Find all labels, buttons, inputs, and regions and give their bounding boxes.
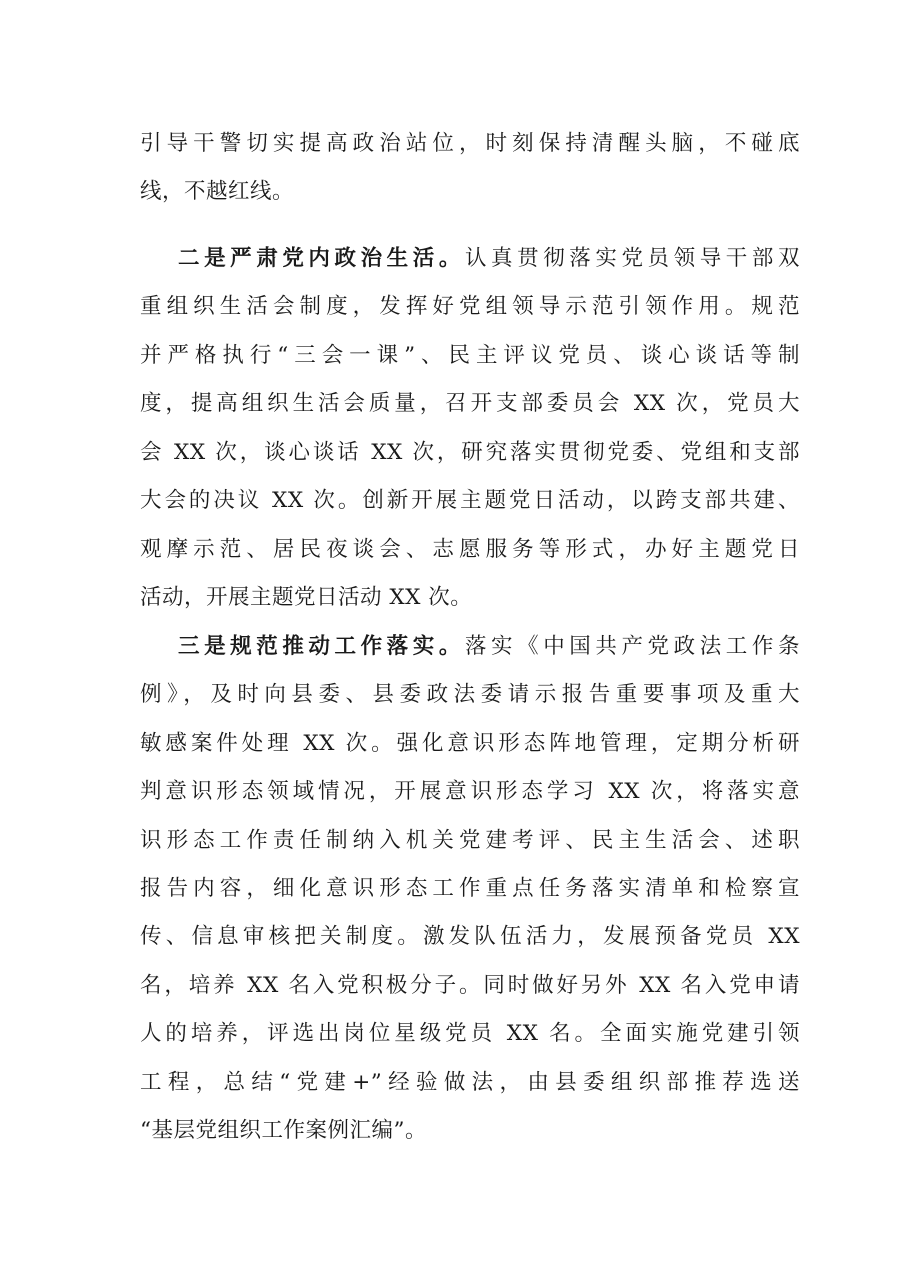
paragraph-3-line-8: 名，培养 XX 名入党积极分子。同时做好另外 XX 名入党申请 (140, 973, 800, 998)
paragraph-2-line-2: 重组织生活会制度，发挥好党组领导示范引领作用。规范 (140, 294, 800, 319)
paragraph-2-line-7: 观摩示范、居民夜谈会、志愿服务等形式，办好主题党日 (140, 537, 800, 562)
paragraph-3-line-11: “基层党组织工作案例汇编”。 (140, 1118, 427, 1143)
paragraph-2-line-4: 度，提高组织生活会质量，召开支部委员会 XX 次，党员大 (140, 391, 800, 416)
paragraph-3-line-9: 人的培养，评选出岗位星级党员 XX 名。全面实施党建引领 (140, 1021, 800, 1046)
paragraph-2-line-3: 并严格执行“三会一课”、民主评议党员、谈心谈话等制 (140, 343, 800, 368)
paragraph-1-line-1: 引导干警切实提高政治站位，时刻保持清醒头脑，不碰底 (140, 131, 800, 156)
paragraph-3-lead: 三是规范推动工作落实。 (178, 634, 465, 659)
paragraph-3-line-10: 工程，总结“党建+”经验做法，由县委组织部推荐选送 (140, 1070, 800, 1095)
paragraph-3-line-5: 识形态工作责任制纳入机关党建考评、民主生活会、述职 (140, 828, 800, 853)
paragraph-1-line-2: 线，不越红线。 (140, 179, 295, 204)
paragraph-3-line-4: 判意识形态领域情况，开展意识形态学习 XX 次，将落实意 (140, 779, 800, 804)
paragraph-3-line-1 (178, 630, 800, 664)
paragraph-2-line-5: 会 XX 次，谈心谈话 XX 次，研究落实贯彻党委、党组和支部 (140, 440, 800, 465)
paragraph-2-line-1 (178, 242, 800, 276)
paragraph-2-lead: 二是严肃党内政治生活。 (178, 246, 465, 271)
paragraph-2-line-8: 活动，开展主题党日活动 XX 次。 (140, 585, 473, 610)
paragraph-3-line-3: 敏感案件处理 XX 次。强化意识形态阵地管理，定期分析研 (140, 731, 800, 756)
paragraph-3-line-6: 报告内容，细化意识形态工作重点任务落实清单和检察宣 (140, 876, 800, 901)
paragraph-3-first-line-rest: 落实《中国共产党政法工作条 (464, 634, 800, 659)
paragraph-3-line-2: 例》，及时向县委、县委政法委请示报告重要事项及重大 (140, 682, 800, 707)
paragraph-2-first-line-rest: 认真贯彻落实党员领导干部双 (464, 246, 800, 271)
paragraph-3-line-7: 传、信息审核把关制度。激发队伍活力，发展预备党员 XX (140, 924, 800, 949)
paragraph-2-line-6: 大会的决议 XX 次。创新开展主题党日活动，以跨支部共建、 (140, 488, 800, 513)
